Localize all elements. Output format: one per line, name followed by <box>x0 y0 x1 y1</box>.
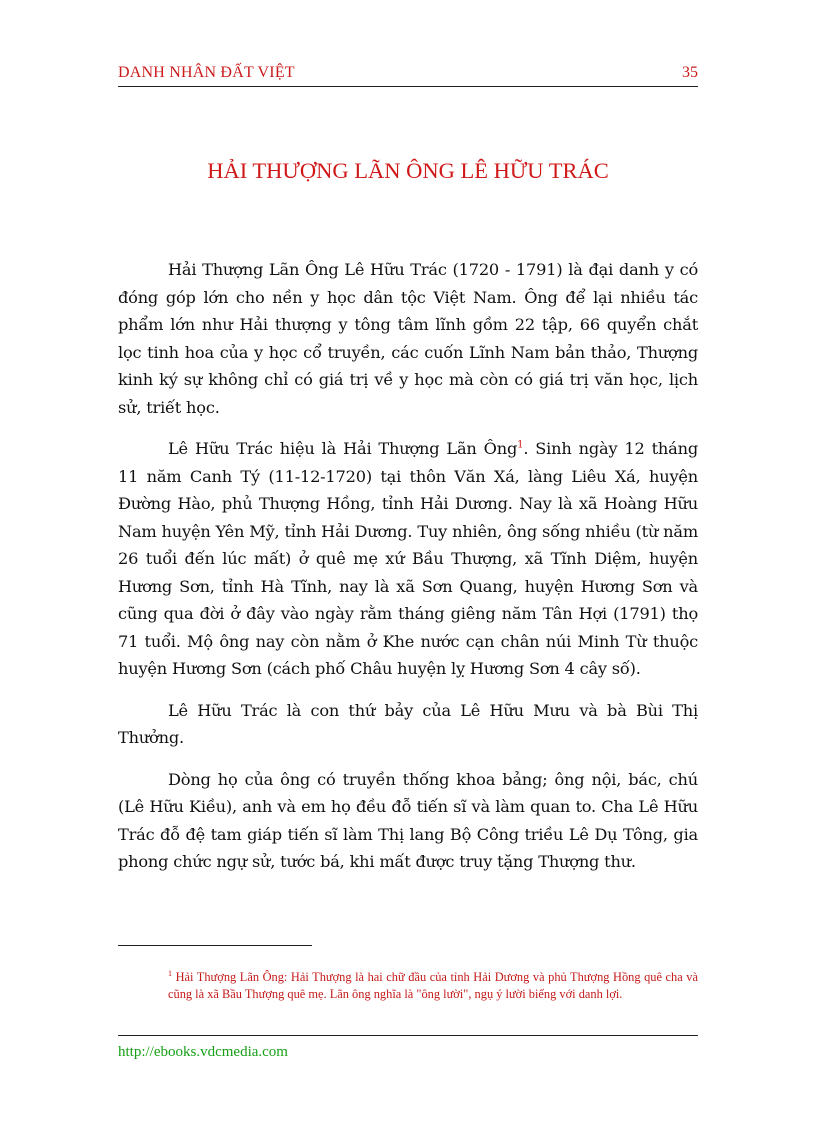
paragraph-intro: Hải Thượng Lãn Ông Lê Hữu Trác (1720 - 1791) là đại danh y có đóng góp lớn cho nền y học dân tộc Việt Nam. Ông để lại nhiều tác phẩm lớn như Hải thượng y tông tâm lĩnh gồm 22 tập, 66 quyển chắt lọc tinh hoa của y học cổ truyền, các cuốn Lĩnh Nam bản thảo, Thượng kinh ký sự không chỉ có giá trị về y học mà còn có giá trị văn học, lịch sử, triết học. <box>118 260 698 417</box>
footnote-reference[interactable]: 1 <box>517 439 524 451</box>
footer-divider <box>118 1035 698 1036</box>
header-divider <box>118 86 698 87</box>
page-header <box>118 58 698 86</box>
paragraph-birth <box>118 435 698 683</box>
page-number: 35 <box>682 64 698 81</box>
article-body <box>118 256 698 890</box>
footnote-number: 1 <box>168 969 172 978</box>
footnote <box>168 965 698 1003</box>
paragraph-birth-start: Lê Hữu Trác hiệu là Hải Thượng Lãn Ông <box>168 439 518 458</box>
footer-link[interactable]: http://ebooks.vdcmedia.com <box>118 1044 288 1060</box>
footnote-divider <box>118 945 312 946</box>
footnote-text: Hải Thượng Lãn Ông: Hải Thượng là hai chữ đầu của tỉnh Hải Dương và phủ Thượng Hồng quê cha và cũng là xã Bầu Thượng quê mẹ. Lãn ông nghĩa là "ông lười", ngụ ý lười biếng với danh lợi. <box>168 970 698 1002</box>
chapter-title: HẢI THƯỢNG LÃN ÔNG LÊ HỮU TRÁC <box>207 158 609 183</box>
paragraph-birth-rest: . Sinh ngày 12 tháng 11 năm Canh Tý (11-12-1720) tại thôn Văn Xá, làng Liêu Xá, huyện Đường Hào, phủ Thượng Hồng, tỉnh Hải Dương. Nay là xã Hoàng Hữu Nam huyện Yên Mỹ, tỉnh Hải Dương. Tuy nhiên, ông sống nhiều (từ năm 26 tuổi đến lúc mất) ở quê mẹ xứ Bầu Thượng, xã Tĩnh Diệm, huyện Hương Sơn, tỉnh Hà Tĩnh, nay là xã Sơn Quang, huyện Hương Sơn và cũng qua đời ở đây vào ngày rằm tháng giêng năm Tân Hợi (1791) thọ 71 tuổi. Mộ ông nay còn nằm ở Khe nước cạn chân núi Minh Từ thuộc huyện Hương Sơn (cách phố Châu huyện lỵ Hương Sơn 4 cây số). <box>118 439 698 678</box>
book-title: DANH NHÂN ĐẤT VIỆT <box>118 64 295 81</box>
paragraph-family: Dòng họ của ông có truyền thống khoa bảng; ông nội, bác, chú (Lê Hữu Kiều), anh và em họ đều đỗ tiến sĩ và làm quan to. Cha Lê Hữu Trác đỗ đệ tam giáp tiến sĩ làm Thị lang Bộ Công triều Lê Dụ Tông, gia phong chức ngự sử, tước bá, khi mất được truy tặng Thượng thư. <box>118 769 698 871</box>
paragraph-parents: Lê Hữu Trác là con thứ bảy của Lê Hữu Mưu và bà Bùi Thị Thưởng. <box>118 700 698 747</box>
